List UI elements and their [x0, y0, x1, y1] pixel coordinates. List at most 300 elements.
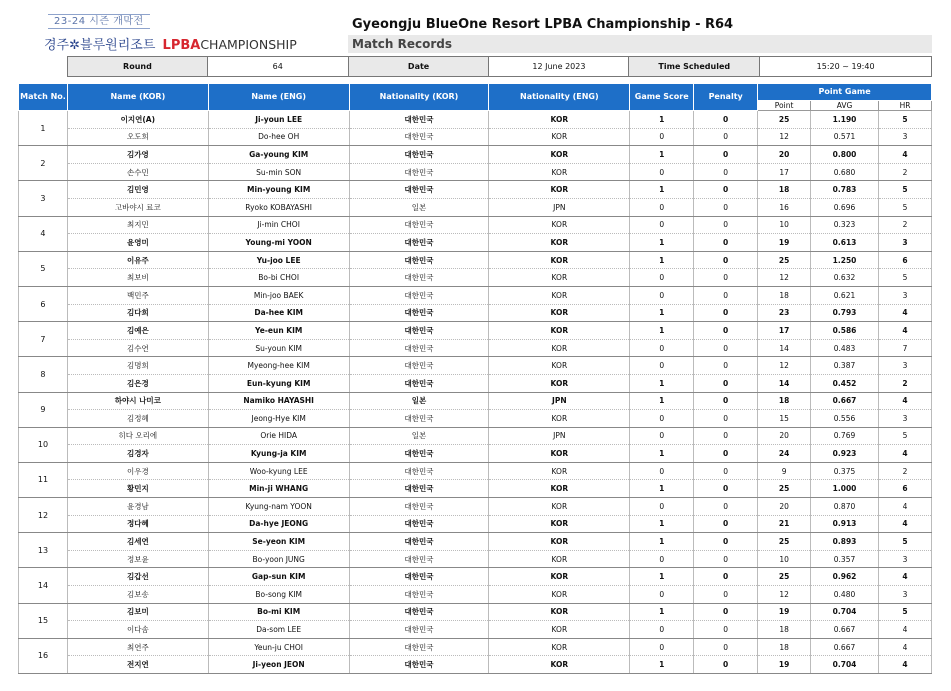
player-avg: 0.323 [811, 216, 879, 234]
player-avg: 0.667 [811, 638, 879, 656]
player-avg: 0.556 [811, 410, 879, 428]
player-avg: 0.667 [811, 392, 879, 410]
player-nationality-eng: KOR [489, 550, 630, 568]
player-nationality-eng: KOR [489, 163, 630, 181]
player-avg: 1.000 [811, 480, 879, 498]
match-number: 8 [19, 357, 68, 392]
player-high-run: 5 [878, 533, 931, 551]
player-point: 20 [758, 498, 811, 516]
table-row [19, 251, 932, 269]
table-row [19, 374, 932, 392]
player-high-run: 3 [878, 234, 931, 252]
match-number: 10 [19, 427, 68, 462]
player-point: 10 [758, 550, 811, 568]
player-name-eng: Bo-bi CHOI [208, 269, 349, 287]
player-penalty: 0 [694, 216, 758, 234]
player-nationality-eng: KOR [489, 480, 630, 498]
player-name-kor: 이우경 [67, 462, 208, 480]
player-name-kor: 정다혜 [67, 515, 208, 533]
table-row [19, 568, 932, 586]
table-row [19, 269, 932, 287]
player-nationality-kor: 대한민국 [349, 603, 489, 621]
player-game-score: 1 [630, 656, 694, 674]
player-high-run: 3 [878, 586, 931, 604]
player-high-run: 3 [878, 550, 931, 568]
player-high-run: 5 [878, 427, 931, 445]
player-avg: 0.586 [811, 322, 879, 340]
player-nationality-kor: 일본 [349, 427, 489, 445]
header-hr: HR [878, 101, 931, 111]
player-game-score: 0 [630, 339, 694, 357]
player-game-score: 0 [630, 586, 694, 604]
player-name-kor: 김갑선 [67, 568, 208, 586]
player-point: 17 [758, 322, 811, 340]
match-number: 6 [19, 286, 68, 321]
table-row [19, 550, 932, 568]
player-nationality-kor: 대한민국 [349, 621, 489, 639]
table-row [19, 234, 932, 252]
player-nationality-eng: KOR [489, 251, 630, 269]
player-nationality-eng: KOR [489, 621, 630, 639]
player-name-kor: 김예은 [67, 322, 208, 340]
player-point: 18 [758, 392, 811, 410]
player-avg: 0.793 [811, 304, 879, 322]
player-penalty: 0 [694, 603, 758, 621]
player-nationality-eng: KOR [489, 498, 630, 516]
player-nationality-eng: KOR [489, 339, 630, 357]
player-point: 25 [758, 251, 811, 269]
player-nationality-kor: 대한민국 [349, 462, 489, 480]
player-high-run: 2 [878, 163, 931, 181]
player-game-score: 1 [630, 111, 694, 129]
table-row [19, 339, 932, 357]
player-point: 12 [758, 357, 811, 375]
player-avg: 0.667 [811, 621, 879, 639]
player-game-score: 0 [630, 216, 694, 234]
player-nationality-kor: 대한민국 [349, 286, 489, 304]
table-row [19, 515, 932, 533]
player-name-eng: Yeun-ju CHOI [208, 638, 349, 656]
player-nationality-eng: KOR [489, 322, 630, 340]
player-nationality-eng: KOR [489, 445, 630, 463]
player-point: 12 [758, 269, 811, 287]
document-subtitle: Match Records [348, 35, 932, 53]
logo-brand [44, 34, 297, 53]
player-nationality-kor: 대한민국 [349, 656, 489, 674]
player-penalty: 0 [694, 374, 758, 392]
player-nationality-eng: KOR [489, 374, 630, 392]
player-nationality-kor: 대한민국 [349, 498, 489, 516]
player-avg: 0.613 [811, 234, 879, 252]
player-game-score: 1 [630, 568, 694, 586]
player-game-score: 1 [630, 322, 694, 340]
player-point: 17 [758, 163, 811, 181]
player-avg: 0.704 [811, 603, 879, 621]
player-penalty: 0 [694, 286, 758, 304]
player-nationality-kor: 대한민국 [349, 163, 489, 181]
player-high-run: 6 [878, 480, 931, 498]
player-nationality-eng: KOR [489, 111, 630, 129]
player-avg: 0.870 [811, 498, 879, 516]
header-point-game: Point Game [758, 84, 932, 101]
player-penalty: 0 [694, 304, 758, 322]
player-avg: 1.250 [811, 251, 879, 269]
table-row [19, 286, 932, 304]
player-penalty: 0 [694, 638, 758, 656]
player-high-run: 5 [878, 269, 931, 287]
player-point: 9 [758, 462, 811, 480]
player-nationality-eng: KOR [489, 410, 630, 428]
round-label: Round [68, 57, 208, 77]
player-name-eng: Woo-kyung LEE [208, 462, 349, 480]
player-name-eng: Gap-sun KIM [208, 568, 349, 586]
player-game-score: 0 [630, 269, 694, 287]
player-name-eng: Bo-mi KIM [208, 603, 349, 621]
player-high-run: 3 [878, 410, 931, 428]
player-penalty: 0 [694, 427, 758, 445]
player-nationality-eng: KOR [489, 603, 630, 621]
player-high-run: 5 [878, 181, 931, 199]
player-high-run: 4 [878, 638, 931, 656]
header-name-eng: Name (ENG) [208, 84, 349, 111]
table-row [19, 498, 932, 516]
player-point: 25 [758, 533, 811, 551]
player-avg: 0.621 [811, 286, 879, 304]
player-high-run: 3 [878, 128, 931, 146]
player-point: 25 [758, 480, 811, 498]
player-avg: 1.190 [811, 111, 879, 129]
player-penalty: 0 [694, 533, 758, 551]
player-name-kor: 백민주 [67, 286, 208, 304]
match-number: 9 [19, 392, 68, 427]
player-nationality-eng: KOR [489, 286, 630, 304]
table-row [19, 427, 932, 445]
event-logo [44, 14, 314, 54]
player-point: 18 [758, 638, 811, 656]
table-row [19, 128, 932, 146]
player-name-eng: Min-joo BAEK [208, 286, 349, 304]
header-match-no: Match No. [19, 84, 68, 111]
player-nationality-eng: KOR [489, 533, 630, 551]
player-high-run: 4 [878, 568, 931, 586]
match-number: 3 [19, 181, 68, 216]
player-penalty: 0 [694, 128, 758, 146]
player-avg: 0.696 [811, 198, 879, 216]
player-nationality-eng: KOR [489, 234, 630, 252]
player-name-eng: Yu-joo LEE [208, 251, 349, 269]
player-name-eng: Ryoko KOBAYASHI [208, 198, 349, 216]
player-nationality-kor: 대한민국 [349, 410, 489, 428]
player-game-score: 0 [630, 427, 694, 445]
player-point: 12 [758, 586, 811, 604]
player-point: 15 [758, 410, 811, 428]
player-point: 18 [758, 286, 811, 304]
player-name-kor: 이지연(A) [67, 111, 208, 129]
player-game-score: 0 [630, 286, 694, 304]
header-avg: AVG [811, 101, 879, 111]
player-name-kor: 윤경남 [67, 498, 208, 516]
time-value: 15:20 ~ 19:40 [760, 57, 932, 77]
player-penalty: 0 [694, 198, 758, 216]
player-avg: 0.680 [811, 163, 879, 181]
table-row [19, 533, 932, 551]
player-game-score: 0 [630, 498, 694, 516]
player-name-kor: 김명희 [67, 357, 208, 375]
player-high-run: 4 [878, 146, 931, 164]
player-name-kor: 이다솜 [67, 621, 208, 639]
player-name-eng: Namiko HAYASHI [208, 392, 349, 410]
player-high-run: 6 [878, 251, 931, 269]
player-name-eng: Su-min SON [208, 163, 349, 181]
player-avg: 0.375 [811, 462, 879, 480]
player-name-kor: 전지연 [67, 656, 208, 674]
player-name-eng: Bo-yoon JUNG [208, 550, 349, 568]
player-avg: 0.632 [811, 269, 879, 287]
player-game-score: 1 [630, 146, 694, 164]
player-name-kor: 김정혜 [67, 410, 208, 428]
player-name-kor: 고바야시 료코 [67, 198, 208, 216]
player-name-kor: 김세연 [67, 533, 208, 551]
player-nationality-eng: JPN [489, 427, 630, 445]
table-row [19, 357, 932, 375]
player-penalty: 0 [694, 656, 758, 674]
player-nationality-kor: 대한민국 [349, 568, 489, 586]
player-name-kor: 손수민 [67, 163, 208, 181]
player-avg: 0.913 [811, 515, 879, 533]
player-high-run: 7 [878, 339, 931, 357]
table-row [19, 621, 932, 639]
player-nationality-kor: 대한민국 [349, 269, 489, 287]
date-value: 12 June 2023 [489, 57, 629, 77]
player-penalty: 0 [694, 146, 758, 164]
player-point: 14 [758, 374, 811, 392]
match-number: 1 [19, 111, 68, 146]
player-point: 20 [758, 146, 811, 164]
player-point: 19 [758, 603, 811, 621]
player-game-score: 1 [630, 603, 694, 621]
player-point: 18 [758, 181, 811, 199]
match-number: 4 [19, 216, 68, 251]
player-high-run: 2 [878, 216, 931, 234]
player-penalty: 0 [694, 498, 758, 516]
player-avg: 0.962 [811, 568, 879, 586]
header-game-score: Game Score [630, 84, 694, 111]
table-row [19, 181, 932, 199]
logo-season: 23-24 시즌 개막전 [48, 14, 150, 29]
player-name-eng: Da-hye JEONG [208, 515, 349, 533]
player-point: 24 [758, 445, 811, 463]
player-high-run: 5 [878, 603, 931, 621]
player-high-run: 4 [878, 322, 931, 340]
player-penalty: 0 [694, 251, 758, 269]
match-number: 11 [19, 462, 68, 497]
player-avg: 0.357 [811, 550, 879, 568]
player-point: 20 [758, 427, 811, 445]
player-penalty: 0 [694, 480, 758, 498]
player-name-kor: 하야시 나미코 [67, 392, 208, 410]
player-point: 25 [758, 111, 811, 129]
header-nationality-kor: Nationality (KOR) [349, 84, 489, 111]
player-name-kor: 윤영미 [67, 234, 208, 252]
player-game-score: 1 [630, 445, 694, 463]
player-nationality-eng: KOR [489, 515, 630, 533]
player-nationality-eng: KOR [489, 568, 630, 586]
player-name-eng: Do-hee OH [208, 128, 349, 146]
player-name-kor: 정보윤 [67, 550, 208, 568]
player-nationality-eng: KOR [489, 146, 630, 164]
player-name-eng: Da-hee KIM [208, 304, 349, 322]
table-row [19, 638, 932, 656]
player-high-run: 4 [878, 498, 931, 516]
logo-brand-mid: 블루원리조트 [80, 38, 156, 53]
player-game-score: 0 [630, 198, 694, 216]
player-nationality-kor: 대한민국 [349, 304, 489, 322]
player-nationality-eng: KOR [489, 357, 630, 375]
player-high-run: 4 [878, 515, 931, 533]
player-avg: 0.571 [811, 128, 879, 146]
player-nationality-eng: KOR [489, 462, 630, 480]
table-row [19, 216, 932, 234]
player-game-score: 0 [630, 550, 694, 568]
logo-brand-ko: 경주 [44, 38, 70, 53]
match-number: 12 [19, 498, 68, 533]
player-avg: 0.704 [811, 656, 879, 674]
round-value: 64 [207, 57, 348, 77]
player-point: 23 [758, 304, 811, 322]
player-high-run: 5 [878, 111, 931, 129]
player-nationality-eng: KOR [489, 269, 630, 287]
player-name-kor: 최지민 [67, 216, 208, 234]
player-penalty: 0 [694, 392, 758, 410]
player-game-score: 1 [630, 392, 694, 410]
player-penalty: 0 [694, 111, 758, 129]
player-name-kor: 김다희 [67, 304, 208, 322]
match-number: 16 [19, 638, 68, 673]
player-penalty: 0 [694, 322, 758, 340]
player-point: 12 [758, 128, 811, 146]
table-row [19, 322, 932, 340]
player-nationality-kor: 대한민국 [349, 533, 489, 551]
header-name-kor: Name (KOR) [67, 84, 208, 111]
player-name-kor: 최연주 [67, 638, 208, 656]
match-number: 13 [19, 533, 68, 568]
player-nationality-kor: 대한민국 [349, 638, 489, 656]
table-header-row [19, 84, 932, 101]
player-game-score: 0 [630, 410, 694, 428]
player-name-eng: Min-ji WHANG [208, 480, 349, 498]
player-avg: 0.480 [811, 586, 879, 604]
header-penalty: Penalty [694, 84, 758, 111]
time-label: Time Scheduled [629, 57, 760, 77]
player-game-score: 1 [630, 181, 694, 199]
player-game-score: 1 [630, 515, 694, 533]
player-nationality-eng: KOR [489, 181, 630, 199]
player-penalty: 0 [694, 462, 758, 480]
player-nationality-kor: 일본 [349, 198, 489, 216]
player-name-eng: Su-youn KIM [208, 339, 349, 357]
player-name-eng: Kyung-nam YOON [208, 498, 349, 516]
table-row [19, 163, 932, 181]
player-nationality-kor: 대한민국 [349, 146, 489, 164]
player-name-eng: Bo-song KIM [208, 586, 349, 604]
logo-brand-championship: CHAMPIONSHIP [200, 37, 297, 52]
table-row [19, 410, 932, 428]
player-avg: 0.783 [811, 181, 879, 199]
player-name-kor: 김민영 [67, 181, 208, 199]
player-game-score: 1 [630, 533, 694, 551]
player-point: 25 [758, 568, 811, 586]
table-row [19, 480, 932, 498]
document-title: Gyeongju BlueOne Resort LPBA Championship - R64 [352, 17, 734, 32]
snowflake-icon: ✲ [69, 38, 81, 53]
player-nationality-kor: 대한민국 [349, 181, 489, 199]
player-nationality-kor: 대한민국 [349, 111, 489, 129]
player-penalty: 0 [694, 568, 758, 586]
player-penalty: 0 [694, 181, 758, 199]
player-high-run: 4 [878, 304, 931, 322]
player-avg: 0.387 [811, 357, 879, 375]
player-penalty: 0 [694, 550, 758, 568]
match-records-table [18, 83, 932, 674]
match-number: 7 [19, 322, 68, 357]
player-point: 10 [758, 216, 811, 234]
player-nationality-kor: 대한민국 [349, 357, 489, 375]
player-penalty: 0 [694, 234, 758, 252]
player-name-kor: 이유주 [67, 251, 208, 269]
player-point: 19 [758, 656, 811, 674]
player-nationality-kor: 대한민국 [349, 515, 489, 533]
player-nationality-kor: 대한민국 [349, 374, 489, 392]
player-high-run: 4 [878, 392, 931, 410]
player-name-kor: 최보비 [67, 269, 208, 287]
match-number: 15 [19, 603, 68, 638]
player-avg: 0.769 [811, 427, 879, 445]
player-nationality-kor: 대한민국 [349, 234, 489, 252]
table-row [19, 462, 932, 480]
player-high-run: 2 [878, 462, 931, 480]
player-game-score: 0 [630, 163, 694, 181]
player-game-score: 0 [630, 128, 694, 146]
player-point: 19 [758, 234, 811, 252]
player-high-run: 4 [878, 445, 931, 463]
date-label: Date [348, 57, 489, 77]
header-point: Point [758, 101, 811, 111]
player-name-kor: 김가영 [67, 146, 208, 164]
table-row [19, 586, 932, 604]
player-name-eng: Ji-min CHOI [208, 216, 349, 234]
player-penalty: 0 [694, 357, 758, 375]
player-name-kor: 황민지 [67, 480, 208, 498]
player-nationality-kor: 대한민국 [349, 216, 489, 234]
player-name-kor: 히다 오리에 [67, 427, 208, 445]
player-nationality-kor: 대한민국 [349, 251, 489, 269]
player-game-score: 1 [630, 304, 694, 322]
player-high-run: 2 [878, 374, 931, 392]
player-name-kor: 오도희 [67, 128, 208, 146]
player-high-run: 5 [878, 198, 931, 216]
player-nationality-eng: JPN [489, 198, 630, 216]
logo-brand-lpba: LPBA [162, 38, 201, 53]
player-point: 16 [758, 198, 811, 216]
player-avg: 0.483 [811, 339, 879, 357]
player-high-run: 4 [878, 656, 931, 674]
player-name-eng: Orie HIDA [208, 427, 349, 445]
player-nationality-eng: JPN [489, 392, 630, 410]
player-avg: 0.893 [811, 533, 879, 551]
player-name-eng: Myeong-hee KIM [208, 357, 349, 375]
table-row [19, 603, 932, 621]
player-penalty: 0 [694, 586, 758, 604]
